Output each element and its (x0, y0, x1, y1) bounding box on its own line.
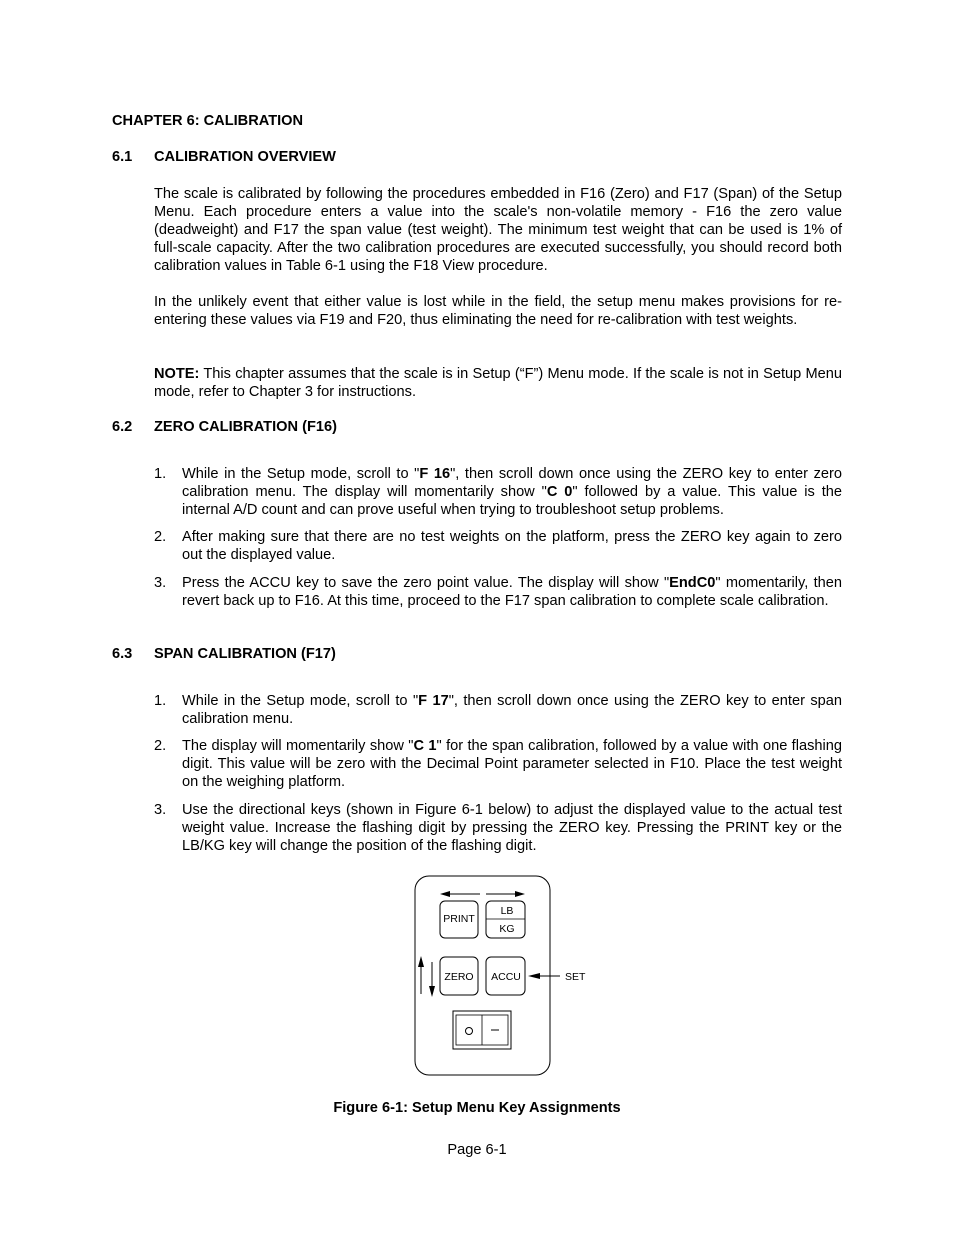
step-text: The display will momentarily show "C 1" for the span calibration, followed by a value with one flashing digit. This value will be zero with the Decimal Point parameter selected in F10. Place the test weight on the weighing platform. (182, 738, 842, 790)
step-number: 2. (154, 529, 167, 545)
step-number: 3. (154, 802, 167, 818)
step-number: 1. (154, 466, 167, 482)
section-number-6-1: 6.1 (112, 149, 133, 165)
set-label: SET (565, 971, 586, 983)
lb-key-label: LB (500, 905, 514, 917)
power-switch[interactable] (453, 1011, 511, 1049)
step-text: Use the directional keys (shown in Figure 6-1 below) to adjust the displayed value to the actual test weight value. Increase the flashing digit by pressing the ZERO key. Pressing the PRINT key or the LB/KG key will change the position of the flashing digit. (182, 802, 842, 854)
zero-key[interactable] (440, 957, 478, 995)
accu-key[interactable] (486, 957, 525, 995)
print-key[interactable] (440, 901, 478, 938)
down-arrow-icon (429, 962, 435, 997)
step-text: After making sure that there are no test weights on the platform, press the ZERO key again to zero out the displayed value. (182, 529, 842, 563)
note-text: This chapter assumes that the scale is in Setup (“F”) Menu mode. If the scale is not in Setup Menu mode, refer to Chapter 3 for instructions. (154, 366, 842, 400)
left-arrow-icon (440, 891, 480, 897)
note-paragraph (154, 365, 842, 401)
keypad-diagram (400, 870, 620, 1085)
note-label: NOTE: (154, 366, 200, 382)
chapter-title: CHAPTER 6: CALIBRATION (112, 113, 304, 129)
print-key-label: PRINT (443, 913, 475, 925)
page-number: Page 6-1 (447, 1142, 507, 1158)
accu-key-label: ACCU (491, 971, 521, 983)
zero-key-label: ZERO (444, 971, 474, 983)
set-pointer-arrow-icon (528, 973, 560, 979)
figure-caption: Figure 6-1: Setup Menu Key Assignments (333, 1100, 621, 1116)
section-number-6-2: 6.2 (112, 419, 133, 435)
step-text: While in the Setup mode, scroll to "F 16", then scroll down once using the ZERO key to enter zero calibration menu. The display will momentarily show "C 0" followed by a value. This value is the internal A/D count and can prove useful when trying to troubleshoot setup problems. (182, 466, 842, 518)
up-arrow-icon (418, 956, 424, 994)
step-text: While in the Setup mode, scroll to "F 17", then scroll down once using the ZERO key to enter span calibration menu. (182, 693, 842, 727)
overview-paragraph-2: In the unlikely event that either value is lost while in the field, the setup menu makes provisions for re-entering these values via F19 and F20, thus eliminating the need for re-calibration with test weights. (154, 294, 842, 328)
step-text: Press the ACCU key to save the zero point value. The display will show "EndC0" momentarily, then revert back up to F16. At this time, proceed to the F17 span calibration to complete scale calibration. (182, 575, 843, 609)
right-arrow-icon (486, 891, 525, 897)
kg-key-label: KG (499, 923, 515, 935)
section-title-span-calibration: SPAN CALIBRATION (F17) (154, 646, 336, 662)
step-number: 1. (154, 693, 167, 709)
step-number: 3. (154, 575, 167, 591)
step-number: 2. (154, 738, 167, 754)
section-title-calibration-overview: CALIBRATION OVERVIEW (154, 149, 336, 165)
section-title-zero-calibration: ZERO CALIBRATION (F16) (154, 419, 337, 435)
overview-paragraph-1: The scale is calibrated by following the procedures embedded in F16 (Zero) and F17 (Span) of the Setup Menu. Each procedure enters a value into the scale's non-volatile memory - F16 the zero value (deadweight) and F17 the span value (test weight). The minimum test weight that can be used is 1% of full-scale capacity. After the two calibration procedures are executed successfully, you should record both calibration values in Table 6-1 using the F18 View procedure. (154, 186, 842, 274)
lb-kg-key[interactable] (486, 901, 525, 938)
section-number-6-3: 6.3 (112, 646, 133, 662)
